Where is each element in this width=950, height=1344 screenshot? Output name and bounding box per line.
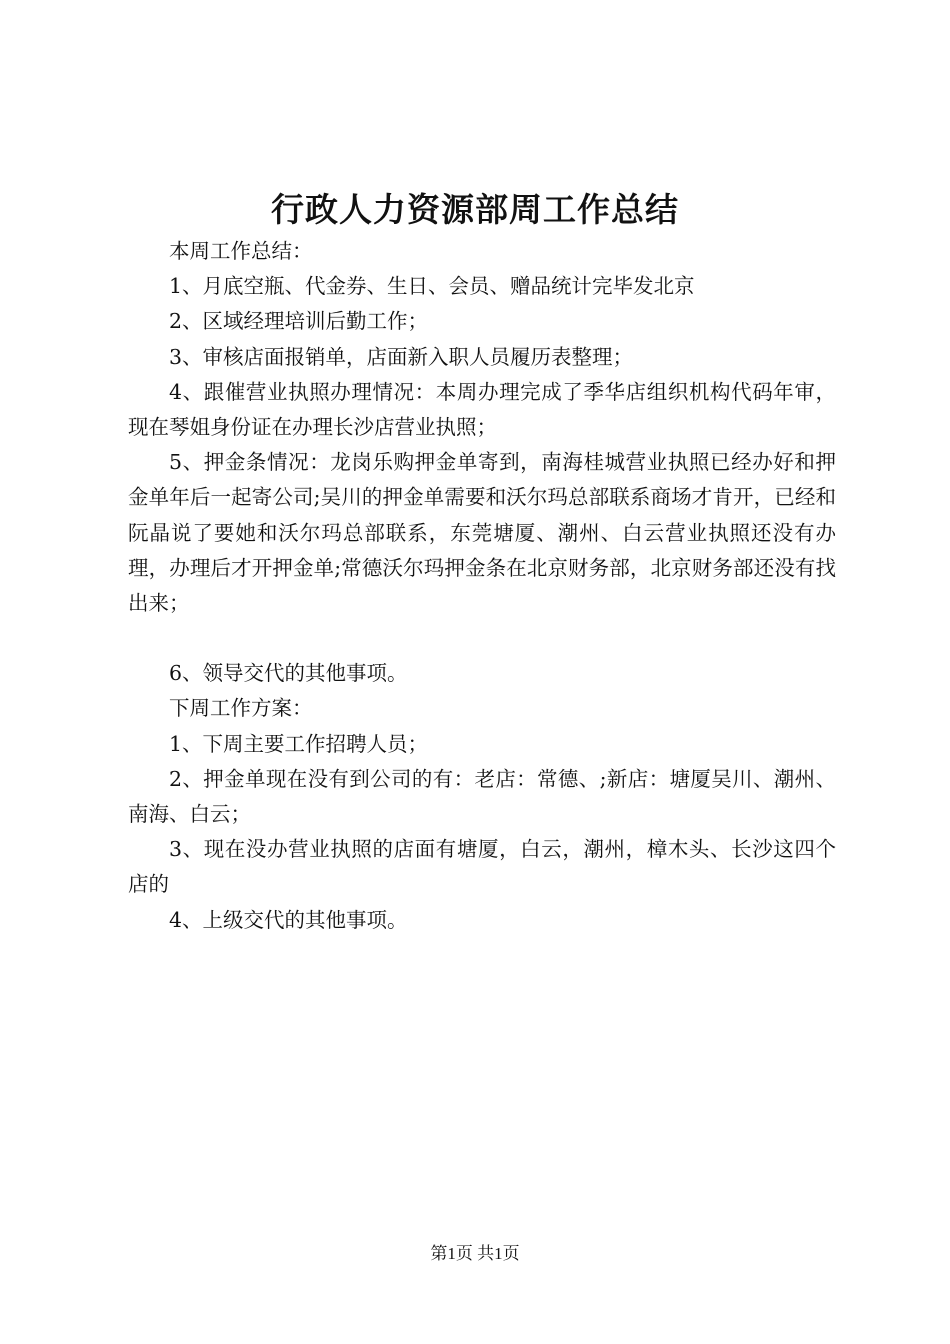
page-footer: 第1页 共1页 [430,1244,520,1263]
paragraph-item-5: 5、押金条情况：龙岗乐购押金单寄到，南海桂城营业执照已经办好和押金单年后一起寄公司;吴川的押金单需要和沃尔玛总部联系商场才肯开，已经和阮晶说了要她和沃尔玛总部联系，东莞塘厦、潮州、白云营业执照还没有办理，办理后才开押金单;常德沃尔玛押金条在北京财务部，北京财务部还没有找出来； [128,450,836,616]
section-heading-this-week: 本周工作总结： [169,239,313,263]
document-title: 行政人力资源部周工作总结 [271,190,679,229]
plan-item-1: 1、下周主要工作招聘人员； [169,731,429,756]
document-body [128,234,836,938]
plan-item-2: 2、押金单现在没有到公司的有：老店：常德、;新店：塘厦吴川、潮州、南海、白云； [128,766,836,827]
plan-item-3: 3、现在没办营业执照的店面有塘厦，白云，潮州，樟木头、长沙这四个店的 [128,837,836,897]
paragraph-item-6: 6、领导交代的其他事项。 [169,661,408,686]
paragraph-item-1: 1、月底空瓶、代金券、生日、会员、赠品统计完毕发北京 [169,274,695,299]
paragraph-item-2: 2、区域经理培训后勤工作； [169,309,429,334]
paragraph-item-4: 4、跟催营业执照办理情况：本周办理完成了季华店组织机构代码年审，现在琴姐身份证在办理长沙店营业执照； [128,379,836,440]
plan-item-4: 4、上级交代的其他事项。 [169,907,408,932]
paragraph-item-3: 3、审核店面报销单，店面新入职人员履历表整理； [169,344,634,369]
section-heading-next-week: 下周工作方案： [169,696,313,721]
